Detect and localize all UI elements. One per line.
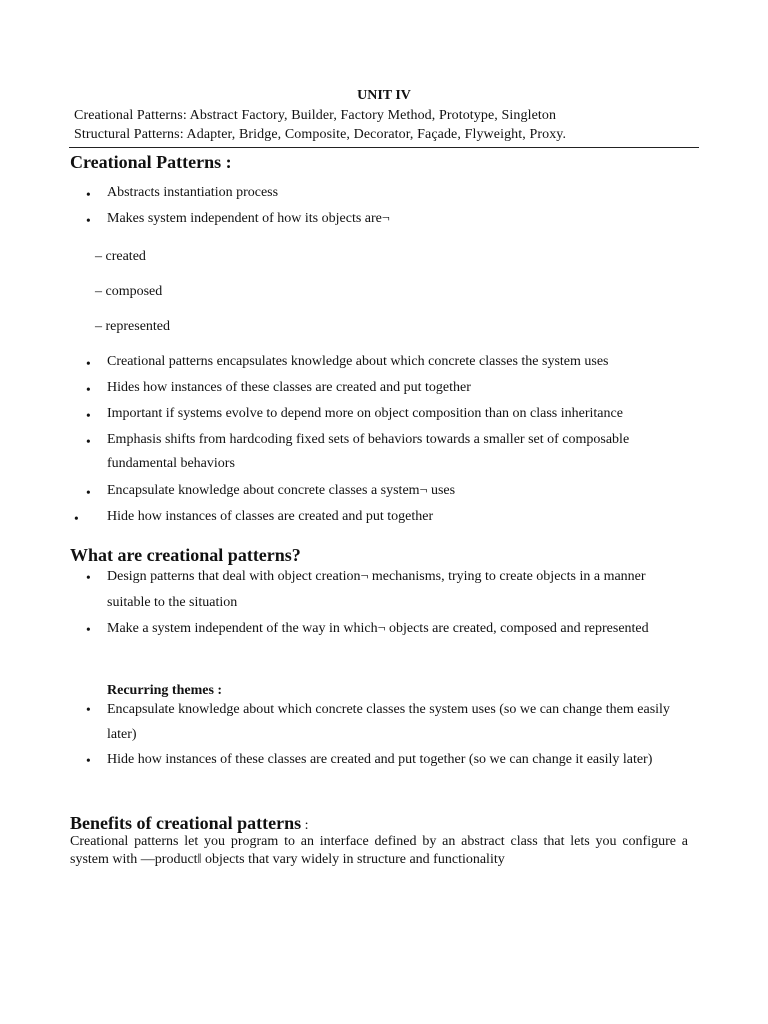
benefits-heading-text: Benefits of creational patterns — [70, 813, 302, 833]
what-are-heading: What are creational patterns? — [70, 545, 301, 565]
creational-patterns-list: Creational Patterns: Abstract Factory, Builder, Factory Method, Prototype, Singleton — [74, 108, 557, 123]
list-item: Encapsulate knowledge about which concrete classes the system uses (so we can change them easily later) — [107, 702, 670, 742]
list-item: Make a system independent of the way in which¬ objects are created, composed and represented — [107, 621, 649, 636]
list-item: Hide how instances of classes are created and put together — [107, 509, 434, 524]
recurring-themes-heading: Recurring themes : — [107, 683, 223, 698]
list-item: Creational patterns encapsulates knowledge about which concrete classes the system uses — [107, 354, 609, 369]
dash-item: – created — [95, 249, 146, 264]
bullet-icon: • — [86, 213, 91, 228]
bullet-icon: • — [86, 753, 91, 768]
benefits-heading-colon: : — [301, 818, 309, 833]
list-item: Makes system independent of how its objects are¬ — [107, 211, 390, 226]
bullet-icon: • — [86, 382, 91, 397]
benefits-paragraph: Creational patterns let you program to an interface defined by an abstract class that lets you configure a system with ―product‖ objects that vary widely in structure and functionality — [70, 834, 688, 867]
list-item: Abstracts instantiation process — [107, 185, 279, 200]
dash-item: – composed — [95, 284, 163, 299]
header-divider — [69, 147, 699, 148]
creational-patterns-heading: Creational Patterns : — [70, 152, 232, 172]
bullet-icon: • — [86, 434, 91, 449]
bullet-icon: • — [86, 702, 91, 717]
bullet-icon: • — [86, 408, 91, 423]
bullet-icon: • — [86, 570, 91, 585]
bullet-icon: • — [86, 187, 91, 202]
benefits-heading — [70, 813, 309, 834]
structural-patterns-list: Structural Patterns: Adapter, Bridge, Composite, Decorator, Façade, Flyweight, Proxy. — [74, 127, 567, 142]
dash-item: – represented — [95, 319, 171, 334]
bullet-icon: • — [86, 622, 91, 637]
list-item: Emphasis shifts from hardcoding fixed sets of behaviors towards a smaller set of composable fundamental behaviors — [107, 432, 630, 471]
list-item: Important if systems evolve to depend more on object composition than on class inheritance — [107, 406, 623, 421]
bullet-icon: • — [86, 356, 91, 371]
list-item: Encapsulate knowledge about concrete classes a system¬ uses — [107, 483, 456, 498]
list-item: Hides how instances of these classes are created and put together — [107, 380, 471, 395]
bullet-icon: • — [86, 485, 91, 500]
list-item: Hide how instances of these classes are created and put together (so we can change it easily later) — [107, 752, 653, 767]
list-item: Design patterns that deal with object creation¬ mechanisms, trying to create objects in a manner suitable to the situation — [107, 569, 646, 610]
unit-title: UNIT IV — [357, 88, 411, 103]
bullet-icon: • — [74, 511, 79, 526]
